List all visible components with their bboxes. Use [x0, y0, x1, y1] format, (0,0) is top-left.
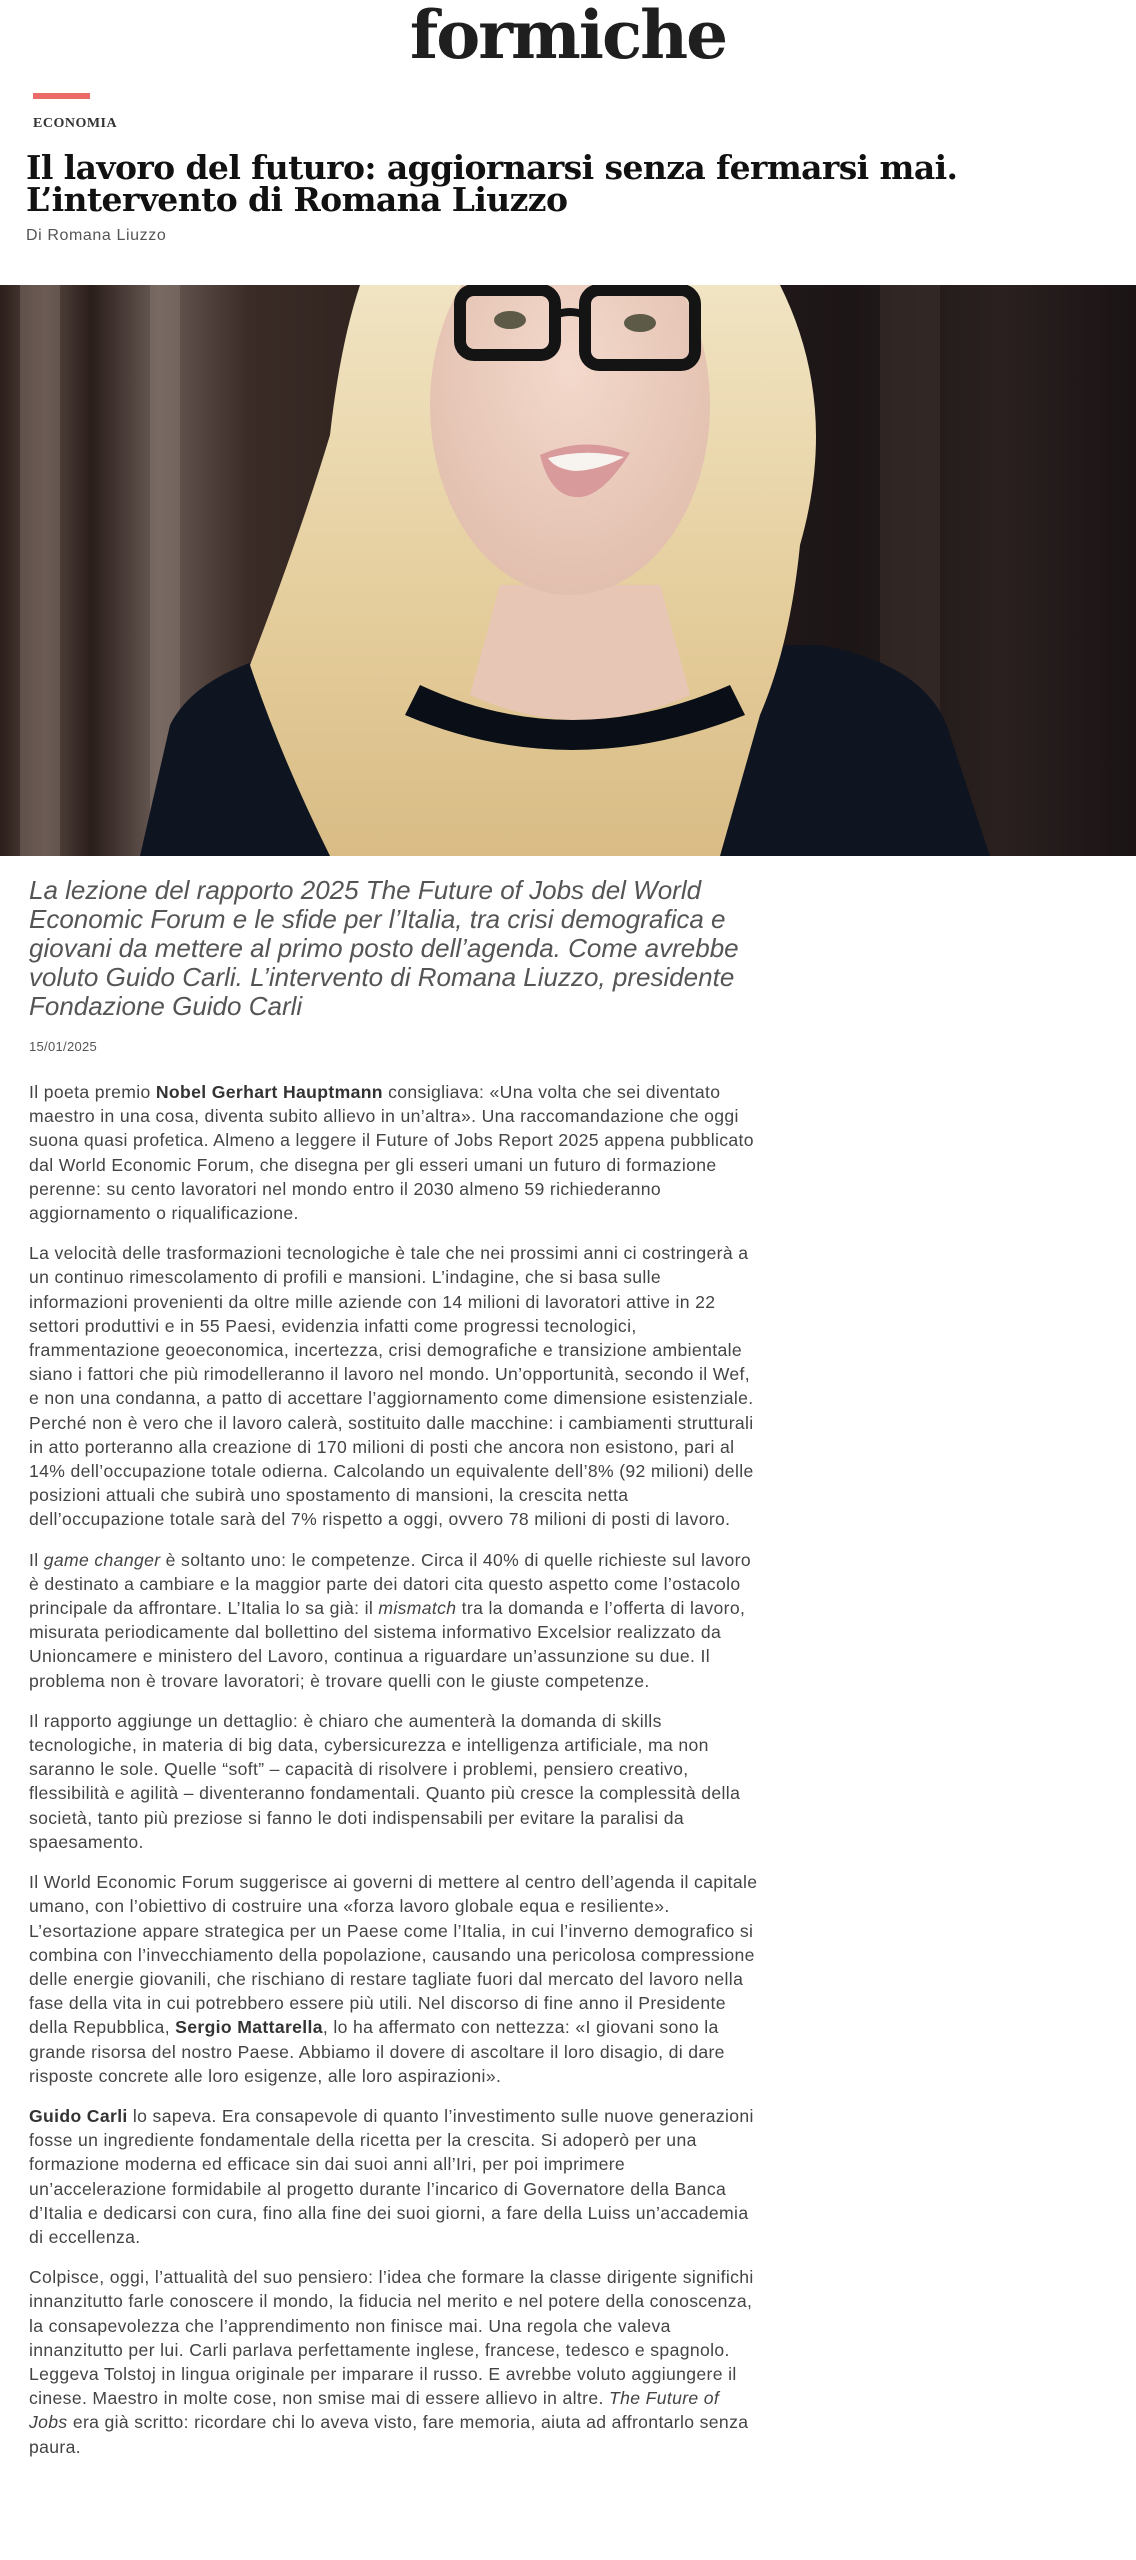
category-accent-bar [33, 93, 90, 99]
site-header [0, 0, 1136, 72]
article-body [29, 1080, 759, 2475]
text-run: consigliava: «Una volta che sei diventato maestro in una cosa, diventa subito allievo in un’altra». Una raccomandazione che oggi suona quasi profetica. Almeno a leggere il Future of Jobs Report 2025 appena pubblicato dal World Economic Forum, che disegna per gli esseri umani un futuro di formazione perenne: su cento lavoratori nel mondo entro il 2030 almeno 59 richiederanno aggiornamento o riqualificazione. [29, 1082, 754, 1224]
text-run: tra la domanda e l’offerta di lavoro, misurata periodicamente dal bollettino del sistema informativo Excelsior realizzato da Unioncamere e ministero del Lavoro, continua a riguardare un’assunzione su due. Il problema non è trovare lavoratori; è trovare quelli con le giuste competenze. [29, 1598, 746, 1691]
italic-term: mismatch [378, 1598, 457, 1619]
article-title: Il lavoro del futuro: aggiornarsi senza fermarsi mai. L’intervento di Romana Liuzzo [26, 148, 958, 219]
italic-term: The Future of Jobs [29, 2388, 720, 2433]
text-run: è soltanto uno: le competenze. Circa il 40% di quelle richieste sul lavoro è destinato a cambiare e la maggior parte dei datori cita questo aspetto come l’ostacolo principale da affrontare. L’Italia lo sa già: il [29, 1549, 751, 1619]
text-run: era già scritto: ricordare chi lo aveva visto, fare memoria, aiuta ad affrontarlo senza paura. [29, 2412, 749, 2457]
text-run: Il [29, 1549, 44, 1570]
portrait-illustration [0, 285, 1136, 856]
article-byline: Di Romana Liuzzo [26, 227, 167, 244]
paragraph-6 [29, 2104, 759, 2249]
paragraph-7 [29, 2265, 759, 2459]
paragraph-5 [29, 1870, 759, 2088]
text-run: , lo ha affermato con nettezza: «I giovani sono la grande risorsa del nostro Paese. Abbiamo il dovere di ascoltare il loro disagio, di dare risposte concrete alle loro esigenze, alle loro aspirazioni». [29, 2017, 725, 2086]
paragraph-1 [29, 1080, 759, 1225]
paragraph-3 [29, 1548, 759, 1693]
bold-name: Guido Carli [29, 2105, 128, 2126]
article-lede: La lezione del rapporto 2025 The Future of Jobs del World Economic Forum e le sfide per l’Italia, tra crisi demografica e giovani da mettere al primo posto dell’agenda. Come avrebbe voluto Guido Carli. L’intervento di Romana Liuzzo, presidente Fondazione Guido Carli [29, 875, 739, 1021]
bold-name: Nobel Gerhart Hauptmann [155, 1082, 383, 1102]
paragraph-4: Il rapporto aggiunge un dettaglio: è chiaro che aumenterà la domanda di skills tecnologiche, in materia di big data, cybersicurezza e intelligenza artificiale, ma non saranno le sole. Quelle “soft” – capacità di risolvere i problemi, pensiero creativo, flessibilità e agilità – diventeranno fondamentali. Quanto più cresce la complessità della società, tanto più preziose si fanno le doti indispensabili per evitare la paralisi da spaesamento. [29, 1710, 741, 1852]
text-run: Il poeta premio [29, 1082, 156, 1102]
text-run: Colpisce, oggi, l’attualità del suo pensiero: l’idea che formare la classe dirigente significhi innanzitutto farle conoscere il mondo, la fiducia nel merito e nel potere della conoscenza, la consapevolezza che l’apprendimento non finisce mai. Una regola che valeva innanzitutto per lui. Carli parlava perfettamente inglese, francese, tedesco e spagnolo. Leggeva Tolstoj in lingua originale per imparare il russo. E avrebbe voluto aggiungere il cinese. Maestro in molte cose, non smise mai di essere allievo in altre. [29, 2267, 754, 2409]
paragraph-2: La velocità delle trasformazioni tecnologiche è tale che nei prossimi anni ci costringerà a un continuo rimescolamento di profili e mansioni. L’indagine, che si basa sulle informazioni provenienti da oltre mille aziende con 14 milioni di lavoratori attive in 22 settori produttivi e in 55 Paesi, evidenzia infatti come progressi tecnologici, frammentazione geoeconomica, incertezza, crisi demografiche e transizione ambientale siano i fattori che più rimodelleranno il lavoro nel mondo. Un’opportunità, secondo il Wef, e non una condanna, a patto di accettare l’aggiornamento come dimensione esistenziale. Perché non è vero che il lavoro calerà, sostituito dalle macchine: i cambiamenti strutturali in atto porteranno alla creazione di 170 milioni di posti che ancora non esistono, pari al 14% dell’occupazione totale odierna. Calcolando un equivalente dell’8% (92 milioni) delle posizioni attuali che subirà uno spostamento di mansioni, la crescita netta dell’occupazione totale sarà del 7% rispetto a oggi, ovvero 78 milioni di posti di lavoro. [29, 1243, 754, 1530]
italic-term: game changer [43, 1549, 161, 1570]
article-date: 15/01/2025 [29, 1039, 98, 1054]
category-label[interactable]: ECONOMIA [33, 116, 118, 131]
bold-name: Sergio Mattarella [175, 2017, 323, 2038]
site-logo[interactable]: formiche [409, 0, 727, 74]
text-run: lo sapeva. Era consapevole di quanto l’investimento sulle nuove generazioni fosse un ingrediente fondamentale della ricetta per la crescita. Si adoperò per una formazione moderna ed efficace sin dai suoi anni all’Iri, per poi imprimere un’accelerazione formidabile al progetto durante l’incarico di Governatore della Banca d’Italia e dedicarsi con cura, fino alla fine dei suoi giorni, a fare della Luiss un’accademia di eccellenza. [29, 2105, 754, 2247]
text-run: Il World Economic Forum suggerisce ai governi di mettere al centro dell’agenda il capitale umano, con l’obiettivo di costruire una «forza lavoro globale equa e resiliente». L’esortazione appare strategica per un Paese come l’Italia, in cui l’inverno demografico si combina con l’invecchiamento della popolazione, causando una pericolosa compressione delle energie giovanili, che rischiano di restare tagliate fuori dal mercato del lavoro nella fase della vita in cui potrebbero essere più utili. Nel discorso di fine anno il Presidente della Repubblica, [29, 1872, 758, 2038]
hero-image [0, 285, 1136, 856]
